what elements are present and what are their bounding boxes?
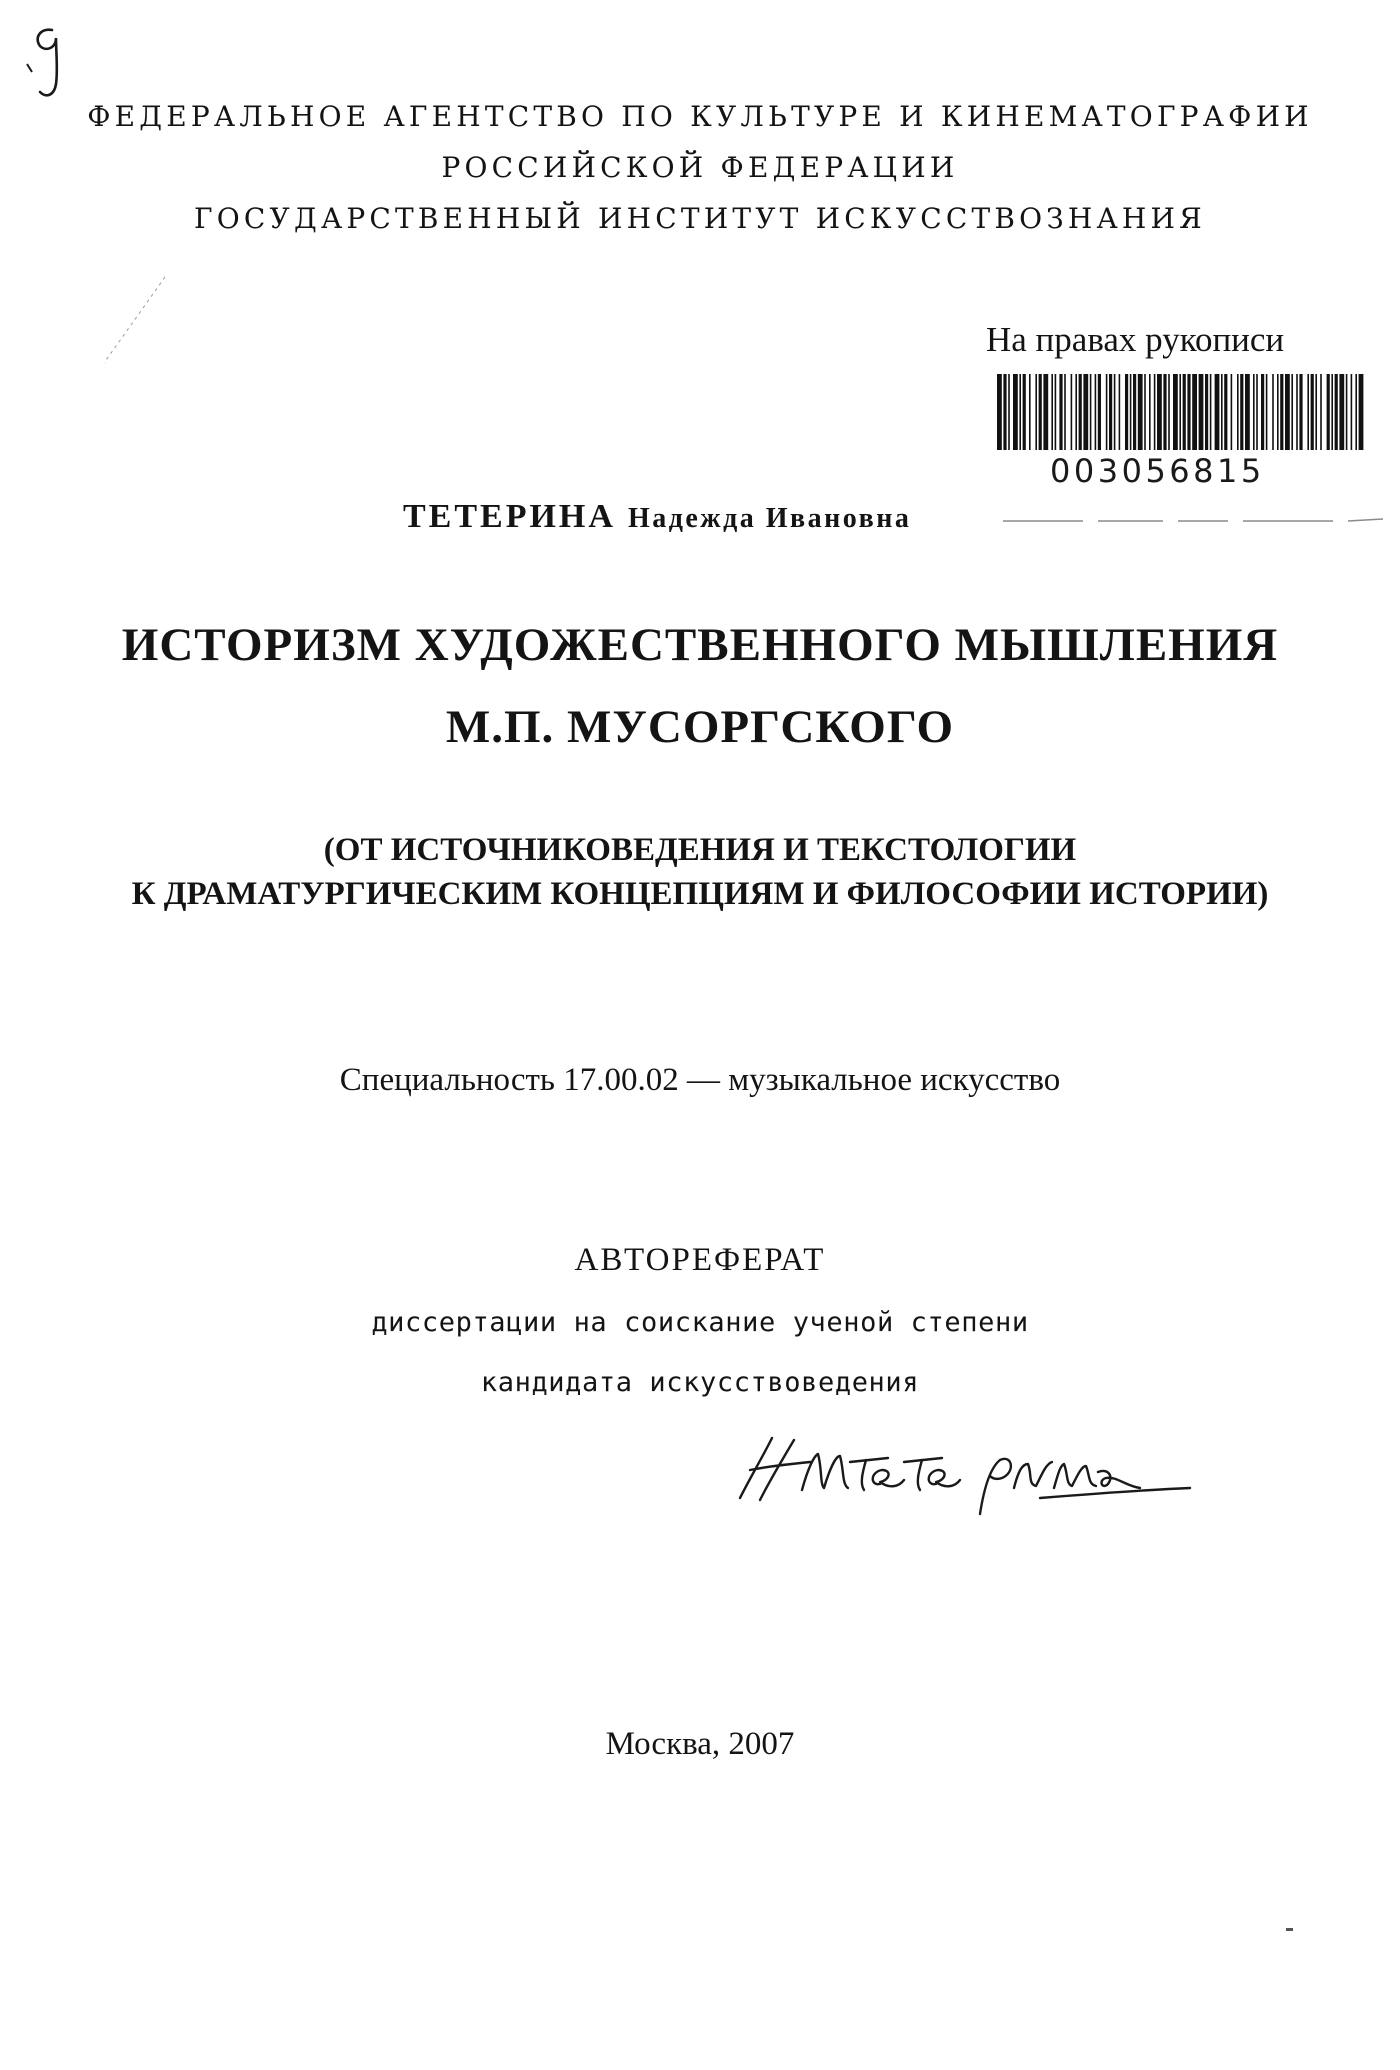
barcode-number: 003056815 xyxy=(1050,452,1265,490)
barcode-bar xyxy=(1285,374,1290,450)
barcode-bar xyxy=(1055,374,1057,450)
barcode-bar xyxy=(1215,374,1220,450)
barcode-bar xyxy=(1154,374,1156,450)
barcode-bar xyxy=(1125,374,1128,450)
barcode-bar xyxy=(1187,374,1190,450)
barcode-bar xyxy=(1199,374,1204,450)
barcode-bar xyxy=(1106,374,1108,450)
manuscript-rights-note: На правах рукописи xyxy=(986,320,1285,359)
barcode-bar xyxy=(1114,374,1116,450)
barcode-bar xyxy=(1240,374,1243,450)
barcode-bar xyxy=(1163,374,1166,450)
barcode-bar xyxy=(1130,374,1132,450)
organization-line-3: ГОСУДАРСТВЕННЫЙ ИНСТИТУТ ИСКУССТВОЗНАНИЯ xyxy=(194,202,1206,235)
title-line-1: ИСТОРИЗМ ХУДОЖЕСТВЕННОГО МЫШЛЕНИЯ xyxy=(121,619,1279,671)
author-given-names: Надежда Ивановна xyxy=(627,503,912,534)
barcode-bar xyxy=(1221,374,1223,450)
barcode-bar xyxy=(1327,374,1330,450)
barcode-bar xyxy=(1224,374,1227,450)
document-type: АВТОРЕФЕРАТ xyxy=(574,1242,826,1278)
barcode-bar xyxy=(1355,374,1357,450)
barcode-bar xyxy=(1071,374,1073,450)
handwritten-page-number xyxy=(22,22,72,102)
barcode-bar xyxy=(1311,374,1314,450)
barcode-bar xyxy=(1331,374,1333,450)
barcode-bar xyxy=(1079,374,1082,450)
dashed-rule xyxy=(1003,515,1388,527)
barcode-bar xyxy=(1237,374,1239,450)
barcode-bar xyxy=(1144,374,1146,450)
barcode-bar xyxy=(1008,374,1010,450)
subtitle-line-2: К ДРАМАТУРГИЧЕСКИМ КОНЦЕПЦИЯМ И ФИЛОСОФИИ ИСТОРИИ) xyxy=(131,876,1269,912)
barcode-bar xyxy=(1098,374,1101,450)
barcode-bar xyxy=(1095,374,1097,450)
barcode-bar xyxy=(1346,374,1348,450)
degree-line-2: кандидата искусствоведения xyxy=(480,1367,920,1398)
barcode-bar xyxy=(1339,374,1344,450)
title-line-2: М.П. МУСОРГСКОГО xyxy=(445,701,955,753)
barcode-bar xyxy=(1315,374,1317,450)
barcode-bar xyxy=(997,374,1002,450)
barcode-bar xyxy=(1083,374,1088,450)
barcode-bar xyxy=(1043,374,1048,450)
barcode-bar xyxy=(1051,374,1053,450)
barcode-bar xyxy=(1256,374,1258,450)
barcode-bar xyxy=(1266,374,1268,450)
barcode-bar xyxy=(1291,374,1293,450)
barcode-bar xyxy=(1023,374,1026,450)
barcode-bar xyxy=(1064,374,1066,450)
barcode-bar xyxy=(1192,374,1197,450)
city-and-year: Москва, 2007 xyxy=(605,1726,795,1762)
barcode-bar xyxy=(1253,374,1255,450)
barcode xyxy=(995,374,1367,450)
barcode-bar xyxy=(1359,374,1364,450)
barcode-bar xyxy=(1090,374,1092,450)
barcode-bar xyxy=(1138,374,1143,450)
barcode-bar xyxy=(1119,374,1121,450)
organization-line-1: ФЕДЕРАЛЬНОЕ АГЕНТСТВО ПО КУЛЬТУРЕ И КИНЕМАТОГРАФИИ xyxy=(87,100,1313,133)
barcode-bar xyxy=(1059,374,1062,450)
barcode-bar xyxy=(1179,374,1181,450)
barcode-bar xyxy=(1210,374,1212,450)
degree-line-1: диссертации на соискание ученой степени xyxy=(371,1307,1029,1338)
barcode-bar xyxy=(1168,374,1170,450)
author-name xyxy=(403,500,911,534)
barcode-bar xyxy=(1277,374,1279,450)
barcode-bar xyxy=(1003,374,1006,450)
barcode-bar xyxy=(1173,374,1178,450)
barcode-bar xyxy=(1019,374,1021,450)
barcode-bar xyxy=(1231,374,1233,450)
barcode-bar xyxy=(1035,374,1037,450)
barcode-bar xyxy=(1133,374,1136,450)
barcode-bar xyxy=(1075,374,1077,450)
barcode-bar xyxy=(1272,374,1274,450)
scan-artifact-stroke xyxy=(100,275,170,365)
barcode-bar xyxy=(1307,374,1309,450)
barcode-bar xyxy=(1351,374,1353,450)
subtitle-line-1: (ОТ ИСТОЧНИКОВЕДЕНИЯ И ТЕКСТОЛОГИИ xyxy=(323,832,1077,868)
barcode-bar xyxy=(1039,374,1042,450)
organization-line-2: РОССИЙСКОЙ ФЕДЕРАЦИИ xyxy=(441,151,959,184)
barcode-bar xyxy=(1335,374,1338,450)
author-signature xyxy=(710,1428,1240,1518)
barcode-bar xyxy=(1183,374,1186,450)
barcode-bar xyxy=(1157,374,1162,450)
barcode-bar xyxy=(1296,374,1298,450)
barcode-bar xyxy=(1261,374,1264,450)
barcode-bar xyxy=(1320,374,1322,450)
barcode-bar xyxy=(1029,374,1031,450)
barcode-bar xyxy=(1299,374,1302,450)
barcode-bar xyxy=(1109,374,1112,450)
barcode-bar xyxy=(1205,374,1208,450)
scan-speck xyxy=(1286,1928,1293,1931)
barcode-bar xyxy=(1013,374,1018,450)
barcode-bar xyxy=(1245,374,1250,450)
barcode-bar xyxy=(1149,374,1151,450)
author-surname: ТЕТЕРИНА xyxy=(403,498,616,535)
barcode-bar xyxy=(1280,374,1283,450)
specialty-line: Специальность 17.00.02 — музыкальное искусство xyxy=(339,1062,1061,1098)
